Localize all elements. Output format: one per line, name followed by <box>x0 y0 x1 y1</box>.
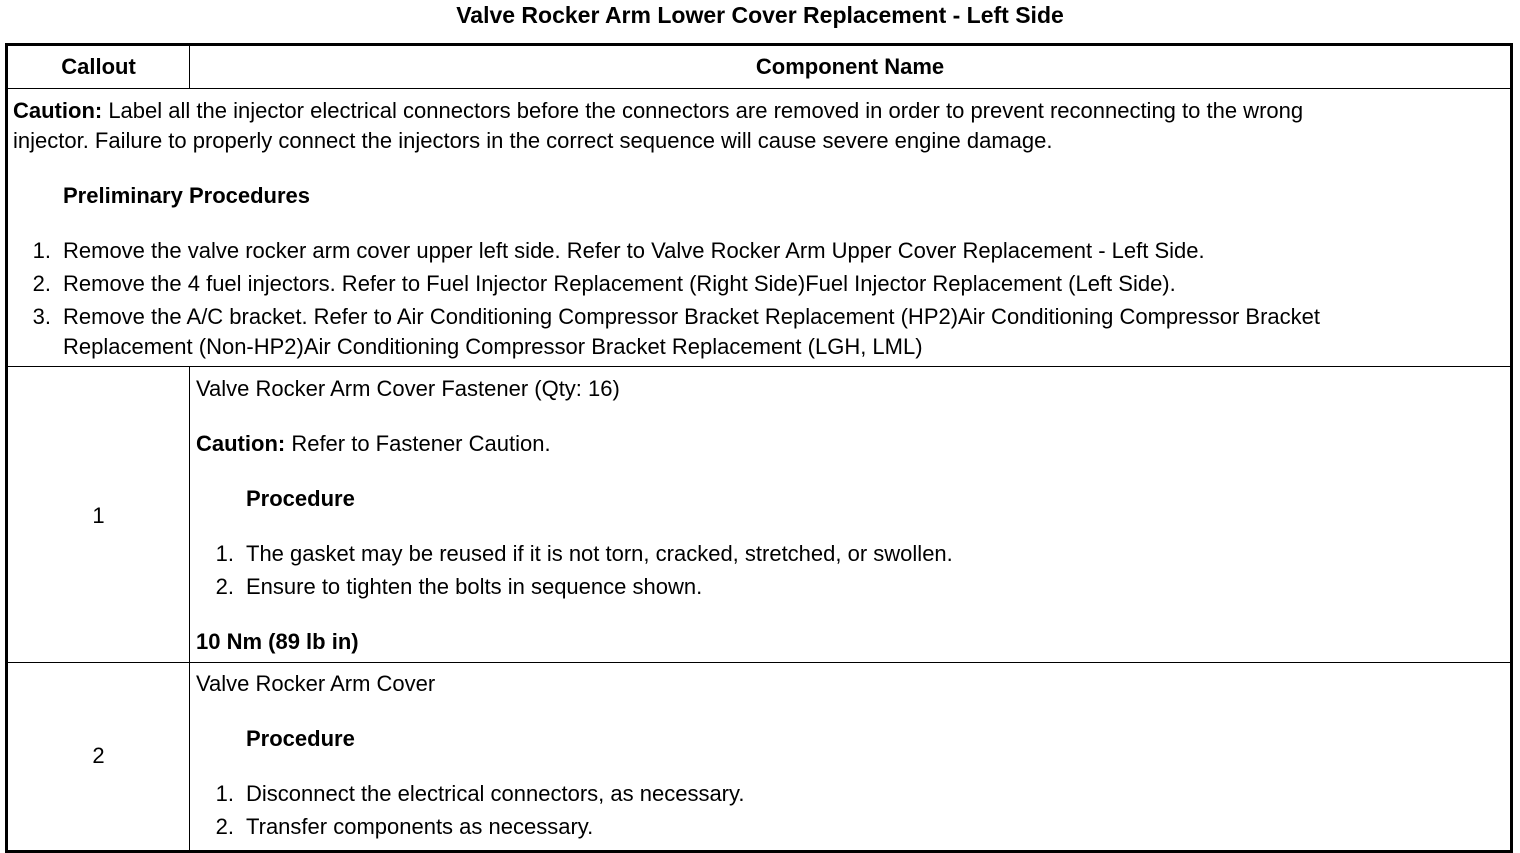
procedure-heading: Procedure <box>246 726 355 751</box>
procedure-step: Disconnect the electrical connectors, as necessary. <box>246 781 745 806</box>
preliminary-step-3: Remove the A/C bracket. Refer to Air Conditioning Compressor Bracket Replacement (HP2)Air Conditioning Compressor Bracket <box>63 304 1320 329</box>
row-rule <box>8 366 1510 367</box>
preliminary-heading: Preliminary Procedures <box>63 183 311 208</box>
header-callout: Callout <box>61 54 136 79</box>
preliminary-step-1: Remove the valve rocker arm cover upper left side. Refer to Valve Rocker Arm Upper Cover Replacement - Left Side. <box>63 238 1205 263</box>
step-number: 1. <box>215 541 234 566</box>
row-rule <box>8 662 1510 663</box>
row-divider <box>189 367 190 663</box>
preliminary-step-3-cont: Replacement (Non-HP2)Air Conditioning Compressor Bracket Replacement (LGH, LML) <box>63 334 923 359</box>
callout-number: 2 <box>92 743 105 768</box>
procedure-heading: Procedure <box>246 486 355 511</box>
step-number: 2. <box>32 271 51 296</box>
caution-label: Caution: <box>13 98 103 123</box>
component-name: Valve Rocker Arm Cover Fastener (Qty: 16) <box>196 376 620 401</box>
component-table <box>5 43 1513 853</box>
caution-text: Refer to Fastener Caution. <box>285 431 551 456</box>
header-rule <box>8 88 1510 89</box>
callout-number: 1 <box>92 503 105 528</box>
component-caution <box>196 429 551 459</box>
component-name: Valve Rocker Arm Cover <box>196 671 436 696</box>
procedure-step: The gasket may be reused if it is not torn, cracked, stretched, or swollen. <box>246 541 953 566</box>
page-title: Valve Rocker Arm Lower Cover Replacement - Left Side <box>456 2 1064 28</box>
row-divider <box>189 663 190 850</box>
torque-spec: 10 Nm (89 lb in) <box>196 629 359 654</box>
procedure-step: Ensure to tighten the bolts in sequence shown. <box>246 574 703 599</box>
step-number: 3. <box>32 304 51 329</box>
preliminary-step-2: Remove the 4 fuel injectors. Refer to Fuel Injector Replacement (Right Side)Fuel Injector Replacement (Left Side). <box>63 271 1176 296</box>
header-divider <box>189 46 190 88</box>
caution-text-line1: Label all the injector electrical connectors before the connectors are removed in order to prevent reconnecting to the wrong <box>102 98 1304 123</box>
step-number: 1. <box>215 781 234 806</box>
header-component-name: Component Name <box>755 54 945 79</box>
caution-label: Caution: <box>196 431 286 456</box>
procedure-step: Transfer components as necessary. <box>246 814 594 839</box>
caution-text-line2: injector. Failure to properly connect the injectors in the correct sequence will cause severe engine damage. <box>13 128 1053 153</box>
preliminary-caution <box>13 96 1303 126</box>
step-number: 2. <box>215 574 234 599</box>
step-number: 2. <box>215 814 234 839</box>
step-number: 1. <box>32 238 51 263</box>
